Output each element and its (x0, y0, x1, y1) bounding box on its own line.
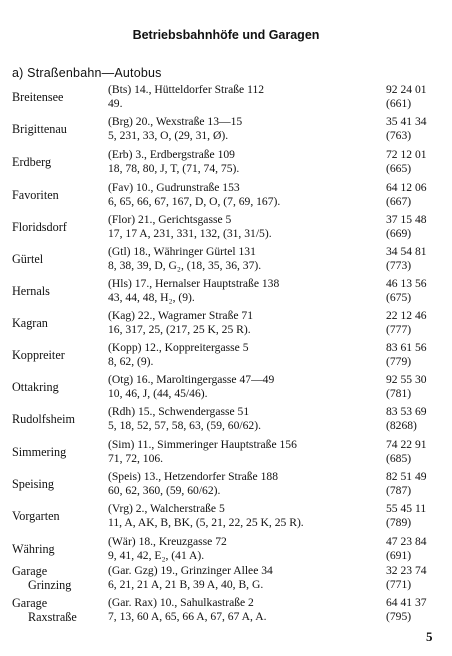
depot-lines: 43, 44, 48, H₂, (9). (108, 291, 195, 304)
phone-extension: (685) (386, 452, 412, 465)
depot-phone (386, 341, 427, 369)
depot-name: Favoriten (12, 188, 59, 202)
depot-phone (386, 502, 426, 530)
depot-address: (Hls) 17., Hernalser Hauptstraße 138 (108, 277, 280, 290)
phone-number: 82 51 49 (386, 470, 427, 483)
depot-name: Floridsdorf (12, 220, 67, 234)
depot-name (12, 564, 71, 592)
depot-address: (Gtl) 18., Währinger Gürtel 131 (108, 245, 256, 258)
page-title: Betriebsbahnhöfe und Garagen (132, 28, 320, 42)
phone-number: 74 22 91 (386, 438, 427, 451)
phone-number: 92 55 30 (386, 373, 427, 386)
phone-number: 35 41 34 (386, 115, 427, 128)
depot-name: Kagran (12, 316, 48, 330)
phone-extension: (675) (386, 291, 412, 304)
depot-address: (Kopp) 12., Koppreitergasse 5 (108, 341, 249, 354)
depot-phone (386, 277, 427, 305)
depot-name (12, 596, 77, 624)
depot-address: (Otg) 16., Maroltingergasse 47—49 (108, 373, 275, 386)
depot-lines: 6, 21, 21 A, 21 B, 39 A, 40, B, G. (108, 578, 264, 591)
depot-name: Breitensee (12, 90, 64, 104)
phone-extension: (771) (386, 578, 412, 591)
phone-number: 64 12 06 (386, 181, 427, 194)
depot-name: Simmering (12, 445, 67, 459)
depot-address: (Gar. Rax) 10., Sahulkastraße 2 (108, 596, 254, 609)
depot-phone (386, 148, 427, 176)
depot-address: (Bts) 14., Hütteldorfer Straße 112 (108, 83, 265, 96)
depot-phone (386, 83, 427, 111)
depot-lines: 71, 72, 106. (108, 452, 164, 465)
depot-details (108, 309, 253, 337)
depot-name: Vorgarten (12, 509, 60, 523)
depot-details (108, 213, 272, 241)
phone-extension: (777) (386, 323, 412, 336)
depot-name: Erdberg (12, 155, 52, 169)
phone-extension: (667) (386, 195, 412, 208)
page-number: 5 (426, 629, 433, 644)
depot-details (108, 148, 239, 176)
phone-number: 47 23 84 (386, 535, 427, 548)
depot-details (108, 373, 274, 401)
depot-lines: 9, 41, 42, E₂, (41 A). (108, 549, 205, 562)
phone-extension: (691) (386, 549, 412, 562)
depot-address: (Kag) 22., Wagramer Straße 71 (108, 309, 254, 322)
phone-extension: (779) (386, 355, 412, 368)
depot-phone (386, 438, 427, 466)
depot-details (108, 535, 227, 563)
depot-details (108, 277, 279, 305)
depot-details (108, 470, 278, 498)
phone-extension: (665) (386, 162, 412, 175)
phone-number: 55 45 11 (386, 502, 427, 515)
depot-name: Ottakring (12, 380, 59, 394)
depot-name: Rudolfsheim (12, 412, 75, 426)
depot-phone (386, 535, 427, 563)
depot-name-line2: Grinzing (28, 578, 72, 592)
depot-name: Speising (12, 477, 54, 491)
phone-number: 34 54 81 (386, 245, 427, 258)
depot-details (108, 564, 273, 592)
depot-lines: 8, 38, 39, D, G₂, (18, 35, 36, 37). (108, 259, 262, 272)
depot-address: (Brg) 20., Wexstraße 13—15 (108, 115, 243, 128)
depot-phone (386, 405, 427, 433)
depot-address: (Speis) 13., Hetzendorfer Straße 188 (108, 470, 278, 483)
depot-address: (Fav) 10., Gudrunstraße 153 (108, 181, 240, 194)
depot-details (108, 341, 249, 369)
phone-number: 72 12 01 (386, 148, 427, 161)
depot-phone (386, 470, 427, 498)
depot-phone (386, 115, 427, 143)
depot-name-line2: Raxstraße (28, 610, 77, 624)
depot-address: (Flor) 21., Gerichtsgasse 5 (108, 213, 232, 226)
depot-phone (386, 245, 427, 273)
depot-phone (386, 596, 427, 624)
phone-extension: (763) (386, 129, 412, 142)
depot-name-line1: Garage (12, 564, 48, 578)
depot-lines: 5, 18, 52, 57, 58, 63, (59, 60/62). (108, 419, 261, 432)
depot-lines: 17, 17 A, 231, 331, 132, (31, 31/5). (108, 227, 272, 240)
depot-details (108, 502, 304, 530)
depot-details (108, 596, 266, 624)
depot-name: Währing (12, 542, 55, 556)
depot-name: Brigittenau (12, 122, 67, 136)
phone-extension: (773) (386, 259, 412, 272)
depot-lines: 49. (108, 97, 123, 110)
depot-lines: 18, 78, 80, J, T, (71, 74, 75). (108, 162, 240, 175)
phone-number: 37 15 48 (386, 213, 427, 226)
depot-details (108, 181, 280, 209)
depot-phone (386, 213, 427, 241)
depot-lines: 8, 62, (9). (108, 355, 154, 368)
depot-details (108, 245, 261, 273)
phone-number: 83 53 69 (386, 405, 427, 418)
phone-extension: (787) (386, 484, 412, 497)
depot-phone (386, 373, 427, 401)
section-heading: a) Straßenbahn—Autobus (12, 66, 162, 80)
depot-name: Gürtel (12, 252, 44, 266)
depot-address: (Rdh) 15., Schwendergasse 51 (108, 405, 250, 418)
depot-phone (386, 181, 427, 209)
phone-extension: (795) (386, 610, 412, 623)
depot-details (108, 83, 264, 111)
depot-details (108, 115, 242, 143)
depot-lines: 7, 13, 60 A, 65, 66 A, 67, 67 A, A. (108, 610, 267, 623)
phone-extension: (781) (386, 387, 412, 400)
depot-lines: 6, 65, 66, 67, 167, D, O, (7, 69, 167). (108, 195, 281, 208)
depot-name: Hernals (12, 284, 50, 298)
depot-name: Koppreiter (12, 348, 65, 362)
depot-details (108, 438, 297, 466)
phone-number: 22 12 46 (386, 309, 427, 322)
depot-phone (386, 309, 427, 337)
phone-extension: (8268) (386, 419, 417, 432)
phone-number: 92 24 01 (386, 83, 427, 96)
depot-address: (Vrg) 2., Walcherstraße 5 (108, 502, 225, 515)
depot-name-line1: Garage (12, 596, 48, 610)
phone-number: 46 13 56 (386, 277, 427, 290)
phone-number: 83 61 56 (386, 341, 427, 354)
depot-address: (Wär) 18., Kreuzgasse 72 (108, 535, 227, 548)
phone-number: 64 41 37 (386, 596, 427, 609)
depot-lines: 60, 62, 360, (59, 60/62). (108, 484, 221, 497)
depot-lines: 5, 231, 33, O, (29, 31, Ø). (108, 129, 229, 142)
depot-address: (Sim) 11., Simmeringer Hauptstraße 156 (108, 438, 297, 451)
phone-extension: (789) (386, 516, 412, 529)
depot-lines: 11, A, AK, B, BK, (5, 21, 22, 25 K, 25 R). (108, 516, 304, 529)
depot-address: (Gar. Gzg) 19., Grinzinger Allee 34 (108, 564, 273, 577)
depot-address: (Erb) 3., Erdbergstraße 109 (108, 148, 235, 161)
depot-phone (386, 564, 427, 592)
depot-details (108, 405, 261, 433)
depot-lines: 10, 46, J, (44, 45/46). (108, 387, 208, 400)
depot-lines: 16, 317, 25, (217, 25 K, 25 R). (108, 323, 251, 336)
phone-extension: (661) (386, 97, 412, 110)
phone-number: 32 23 74 (386, 564, 427, 577)
phone-extension: (669) (386, 227, 412, 240)
